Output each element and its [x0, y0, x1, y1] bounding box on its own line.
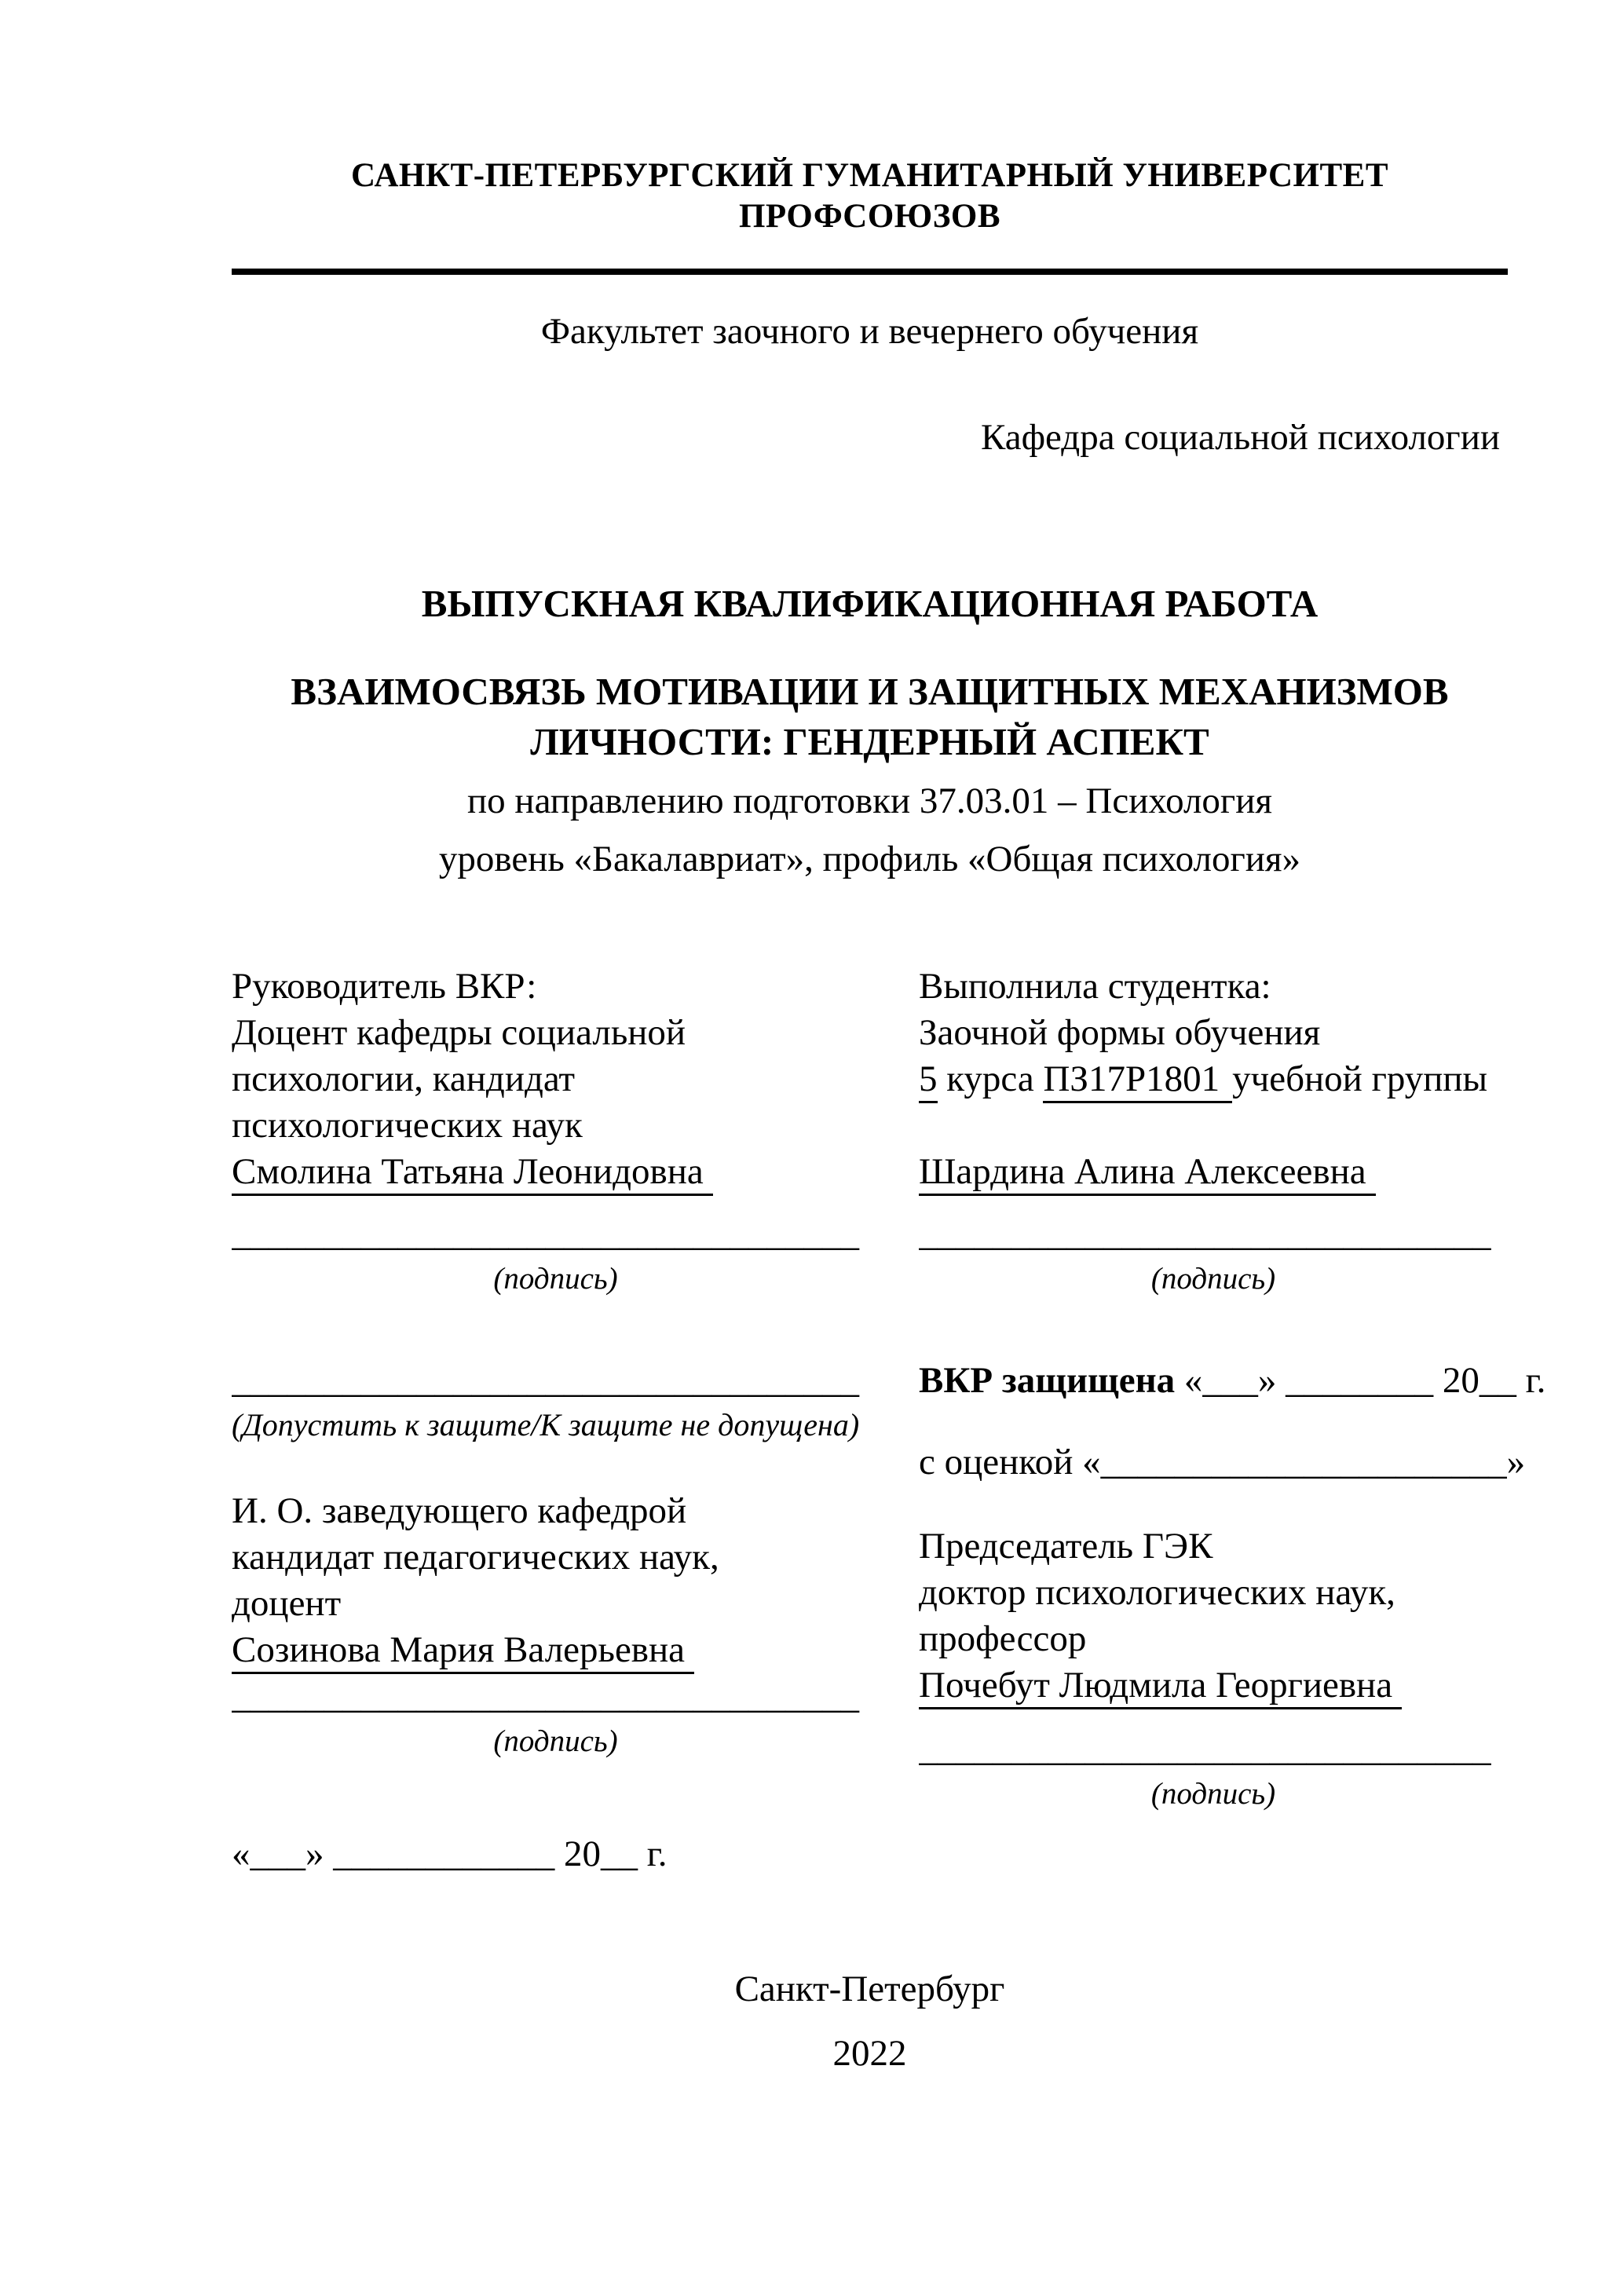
- student-signature-line: _______________________________: [919, 1213, 1491, 1254]
- defense-grade-suffix: »: [1506, 1442, 1526, 1483]
- admission-officer-line3: доцент: [232, 1583, 342, 1624]
- defense-grade-line: [919, 1439, 1526, 1486]
- student-course-number: 5: [919, 1058, 938, 1103]
- header-rule: [232, 269, 1508, 275]
- admission-signature-caption: (подпись): [493, 1724, 618, 1758]
- signatories-block-1: [232, 963, 1508, 1298]
- supervisor-name: Смолина Татьяна Леонидовна: [232, 1151, 713, 1196]
- admission-date-line: «___» ____________ 20__ г.: [232, 1834, 668, 1874]
- admission-decision-line: __________________________________: [232, 1360, 859, 1401]
- defense-chair-name: Почебут Людмила Георгиевна: [919, 1665, 1402, 1709]
- signatories-block-2: [232, 1358, 1546, 1877]
- defense-chair-line3: профессор: [919, 1618, 1087, 1659]
- work-type-heading: ВЫПУСКНАЯ КВАЛИФИКАЦИОННАЯ РАБОТА: [421, 582, 1319, 625]
- defense-chair-line1: Председатель ГЭК: [919, 1526, 1213, 1567]
- student-column: [919, 963, 1508, 1298]
- level-line: уровень «Бакалавриат», профиль «Общая психология»: [438, 839, 1301, 879]
- university-name: САНКТ-ПЕТЕРБУРГСКИЙ ГУМАНИТАРНЫЙ УНИВЕРСИТЕТ ПРОФСОЮЗОВ: [350, 157, 1389, 235]
- defense-grade-blank: ______________________: [1100, 1442, 1507, 1483]
- defense-defended-blanks: «___» ________ 20__ г.: [1175, 1360, 1546, 1401]
- defense-column: [919, 1358, 1546, 1877]
- defense-signature-caption: (подпись): [1150, 1777, 1276, 1811]
- student-group-code: ПЗ17Р1801: [1043, 1058, 1232, 1103]
- thesis-title: [232, 667, 1508, 767]
- student-group-label: учебной группы: [1232, 1058, 1488, 1099]
- admission-officer-line1: И. О. заведующего кафедрой: [232, 1490, 687, 1531]
- student-role-label: Выполнила студентка:: [919, 966, 1271, 1007]
- supervisor-position-line3: психологических наук: [232, 1105, 583, 1146]
- student-study-form: Заочной формы обучения: [919, 1012, 1321, 1053]
- department-name: Кафедра социальной психологии: [981, 417, 1500, 458]
- supervisor-column: [232, 963, 880, 1298]
- admission-signature-line: __________________________________: [232, 1676, 859, 1717]
- student-group-line: [919, 1056, 1508, 1102]
- defense-grade-prefix: с оценкой «: [919, 1442, 1101, 1483]
- defense-defended-line: [919, 1358, 1546, 1404]
- supervisor-position-line2: психологии, кандидат: [232, 1058, 576, 1099]
- student-blank-line: [919, 1102, 1508, 1149]
- supervisor-signature-line: __________________________________: [232, 1213, 859, 1254]
- defense-chair-name-line: [919, 1662, 1508, 1709]
- admission-column: [232, 1358, 880, 1877]
- student-name-line: [919, 1149, 1508, 1195]
- year-line: 2022: [832, 2033, 907, 2074]
- admission-officer-name: Созинова Мария Валерьевна: [232, 1629, 694, 1674]
- student-name: Шардина Алина Алексеевна: [919, 1151, 1376, 1196]
- student-signature-caption: (подпись): [1150, 1262, 1276, 1296]
- thesis-title-line2: ЛИЧНОСТИ: ГЕНДЕРНЫЙ АСПЕКТ: [530, 720, 1209, 763]
- defense-defended-label: ВКР защищена: [919, 1360, 1176, 1401]
- defense-chair-line2: доктор психологических наук,: [919, 1572, 1395, 1613]
- defense-signature-line: _______________________________: [919, 1728, 1491, 1769]
- student-course-label: курса: [937, 1058, 1044, 1099]
- supervisor-position-line1: Доцент кафедры социальной: [232, 1012, 686, 1053]
- faculty-name: Факультет заочного и вечернего обучения: [540, 311, 1199, 352]
- supervisor-role-label: Руководитель ВКР:: [232, 966, 537, 1007]
- program-line: по направлению подготовки 37.03.01 – Психология: [467, 781, 1272, 821]
- supervisor-signature-caption: (подпись): [493, 1262, 618, 1296]
- thesis-title-line1: ВЗАИМОСВЯЗЬ МОТИВАЦИИ И ЗАЩИТНЫХ МЕХАНИЗМОВ: [291, 670, 1449, 713]
- admission-officer-name-line: [232, 1627, 880, 1673]
- admission-decision-caption: (Допустить к защите/К защите не допущена): [232, 1407, 860, 1442]
- admission-officer-line2: кандидат педагогических наук,: [232, 1537, 719, 1578]
- supervisor-name-line: [232, 1149, 880, 1195]
- city-line: Санкт-Петербург: [734, 1969, 1005, 2009]
